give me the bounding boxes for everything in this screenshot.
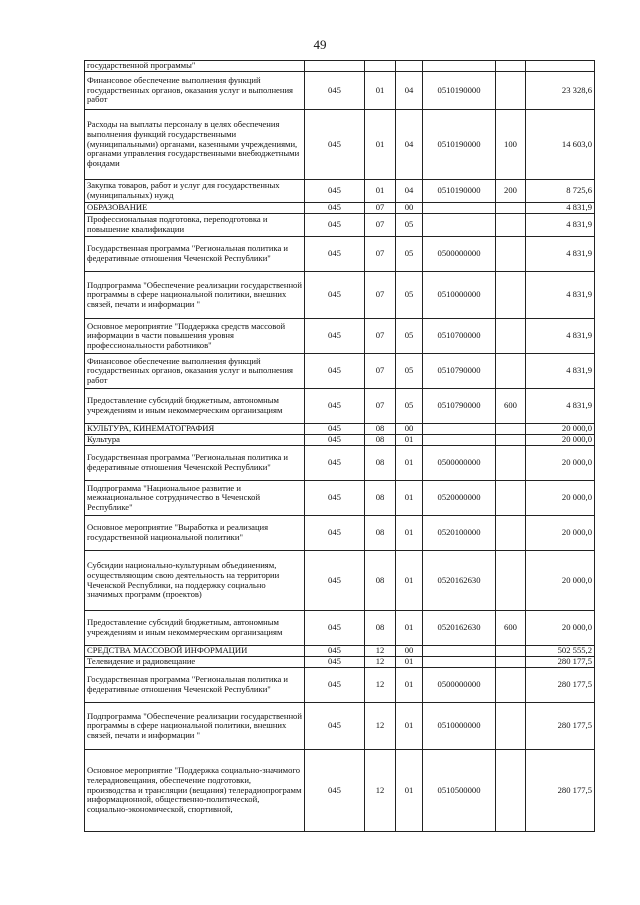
subsection-code-cell: 01 [396,703,423,750]
expense-type-cell: 200 [496,180,526,203]
target-article-cell: 0500000000 [423,446,496,481]
amount-cell: 14 603,0 [526,110,595,180]
target-article-cell: 0500000000 [423,668,496,703]
section-code-cell: 07 [365,389,396,424]
subsection-code-cell: 05 [396,319,423,354]
expense-type-cell [496,424,526,435]
expense-type-cell [496,319,526,354]
subsection-code-cell: 01 [396,516,423,551]
row-name-cell: Основное мероприятие "Поддержка социально-значимого телерадиовещания, обеспечение подготовки, производства и трансляции (вещания) телерадиопрограмм информационной, общественно-политической, социально-экономической, спортивной, [85,750,305,832]
table-row [85,354,595,389]
table-row [85,389,595,424]
table-row [85,703,595,750]
section-code-cell: 12 [365,646,396,657]
row-name-cell: Государственная программа "Региональная политика и федеративные отношения Чеченской Республики" [85,237,305,272]
grbs-code-cell: 045 [305,237,365,272]
target-article-cell [423,424,496,435]
subsection-code-cell: 05 [396,237,423,272]
section-code-cell: 01 [365,180,396,203]
table-row [85,657,595,668]
amount-cell: 280 177,5 [526,703,595,750]
expense-type-cell [496,435,526,446]
target-article-cell: 0520162630 [423,551,496,611]
section-code-cell: 08 [365,424,396,435]
target-article-cell [423,214,496,237]
amount-cell: 23 328,6 [526,72,595,110]
amount-cell: 20 000,0 [526,551,595,611]
grbs-code-cell: 045 [305,180,365,203]
section-code-cell: 01 [365,110,396,180]
amount-cell: 20 000,0 [526,424,595,435]
row-name-cell: Культура [85,435,305,446]
row-name-cell: Предоставление субсидий бюджетным, автономным учреждениям и иным некоммерческим организациям [85,389,305,424]
grbs-code-cell: 045 [305,354,365,389]
expense-type-cell [496,551,526,611]
grbs-code-cell: 045 [305,272,365,319]
table-row [85,72,595,110]
row-name-cell: Подпрограмма "Национальное развитие и межнациональное сотрудничество в Чеченской Республике" [85,481,305,516]
section-code-cell: 07 [365,272,396,319]
section-code-cell: 07 [365,354,396,389]
grbs-code-cell: 045 [305,657,365,668]
grbs-code-cell: 045 [305,435,365,446]
expense-type-cell: 100 [496,110,526,180]
grbs-code-cell: 045 [305,516,365,551]
amount-cell: 280 177,5 [526,750,595,832]
grbs-code-cell: 045 [305,72,365,110]
table-row [85,237,595,272]
table-row [85,481,595,516]
grbs-code-cell: 045 [305,551,365,611]
grbs-code-cell: 045 [305,110,365,180]
grbs-code-cell: 045 [305,214,365,237]
target-article-cell: 0510000000 [423,272,496,319]
grbs-code-cell: 045 [305,750,365,832]
grbs-code-cell: 045 [305,646,365,657]
subsection-code-cell: 01 [396,611,423,646]
row-name-cell: Подпрограмма "Обеспечение реализации государственной программы в сфере национальной политики, внешних связей, печати и информации " [85,703,305,750]
section-code-cell: 07 [365,237,396,272]
row-name-cell: Телевидение и радиовещание [85,657,305,668]
subsection-code-cell: 01 [396,481,423,516]
section-code-cell: 08 [365,446,396,481]
subsection-code-cell: 04 [396,72,423,110]
target-article-cell: 0520000000 [423,481,496,516]
section-code-cell: 08 [365,551,396,611]
row-name-cell: Закупка товаров, работ и услуг для государственных (муниципальных) нужд [85,180,305,203]
row-name-cell: Финансовое обеспечение выполнения функций государственных органов, оказания услуг и выполнения работ [85,72,305,110]
table-row [85,551,595,611]
expense-type-cell [496,214,526,237]
amount-cell: 4 831,9 [526,237,595,272]
row-name-cell: Государственная программа "Региональная политика и федеративные отношения Чеченской Республики" [85,668,305,703]
table-row [85,750,595,832]
subsection-code-cell: 01 [396,551,423,611]
subsection-code-cell: 01 [396,435,423,446]
section-code-cell: 12 [365,668,396,703]
amount-cell: 20 000,0 [526,481,595,516]
table-row [85,646,595,657]
target-article-cell: 0510790000 [423,389,496,424]
grbs-code-cell: 045 [305,424,365,435]
amount-cell: 4 831,9 [526,272,595,319]
subsection-code-cell [396,61,423,72]
target-article-cell [423,435,496,446]
target-article-cell: 0500000000 [423,237,496,272]
target-article-cell: 0520100000 [423,516,496,551]
target-article-cell: 0510190000 [423,180,496,203]
table-row [85,424,595,435]
table-row [85,203,595,214]
grbs-code-cell: 045 [305,703,365,750]
expense-type-cell [496,237,526,272]
table-row [85,516,595,551]
target-article-cell: 0510190000 [423,72,496,110]
expense-type-cell [496,354,526,389]
row-name-cell: КУЛЬТУРА, КИНЕМАТОГРАФИЯ [85,424,305,435]
row-name-cell: Подпрограмма "Обеспечение реализации государственной программы в сфере национальной политики, внешних связей, печати и информации " [85,272,305,319]
amount-cell: 280 177,5 [526,668,595,703]
subsection-code-cell: 00 [396,646,423,657]
target-article-cell: 0510790000 [423,354,496,389]
subsection-code-cell: 01 [396,750,423,832]
amount-cell: 4 831,9 [526,389,595,424]
grbs-code-cell [305,61,365,72]
subsection-code-cell: 05 [396,354,423,389]
row-name-cell: Основное мероприятие "Выработка и реализация государственной национальной политики" [85,516,305,551]
row-name-cell: Расходы на выплаты персоналу в целях обеспечения выполнения функций государственными (муниципальными) органами, казенными учреждениями, органами управления государственными внебюджетными фондами [85,110,305,180]
table-row [85,272,595,319]
table-row [85,180,595,203]
budget-table [84,60,595,832]
target-article-cell: 0520162630 [423,611,496,646]
amount-cell: 20 000,0 [526,446,595,481]
table-row [85,611,595,646]
row-name-cell: Государственная программа "Региональная политика и федеративные отношения Чеченской Республики" [85,446,305,481]
row-name-cell: СРЕДСТВА МАССОВОЙ ИНФОРМАЦИИ [85,646,305,657]
row-name-cell: Предоставление субсидий бюджетным, автономным учреждениям и иным некоммерческим организациям [85,611,305,646]
expense-type-cell [496,481,526,516]
expense-type-cell [496,272,526,319]
table-row [85,668,595,703]
expense-type-cell [496,516,526,551]
section-code-cell: 07 [365,319,396,354]
expense-type-cell [496,72,526,110]
table-row [85,435,595,446]
subsection-code-cell: 05 [396,272,423,319]
table-row [85,319,595,354]
amount-cell: 502 555,2 [526,646,595,657]
row-name-cell: государственной программы" [85,61,305,72]
table-row [85,110,595,180]
section-code-cell: 01 [365,72,396,110]
target-article-cell [423,646,496,657]
target-article-cell: 0510000000 [423,703,496,750]
subsection-code-cell: 01 [396,446,423,481]
row-name-cell: ОБРАЗОВАНИЕ [85,203,305,214]
subsection-code-cell: 05 [396,214,423,237]
expense-type-cell [496,446,526,481]
section-code-cell: 08 [365,435,396,446]
expense-type-cell [496,203,526,214]
page-number: 49 [313,37,327,52]
target-article-cell: 0510190000 [423,110,496,180]
target-article-cell [423,657,496,668]
target-article-cell [423,203,496,214]
subsection-code-cell: 04 [396,110,423,180]
amount-cell: 4 831,9 [526,214,595,237]
table-row [85,446,595,481]
amount-cell [526,61,595,72]
expense-type-cell: 600 [496,389,526,424]
expense-type-cell [496,750,526,832]
row-name-cell: Основное мероприятие "Поддержка средств массовой информации в части повышения уровня профессиональности работников" [85,319,305,354]
section-code-cell: 12 [365,703,396,750]
row-name-cell: Финансовое обеспечение выполнения функций государственных органов, оказания услуг и выполнения работ [85,354,305,389]
expense-type-cell: 600 [496,611,526,646]
amount-cell: 4 831,9 [526,354,595,389]
section-code-cell: 07 [365,203,396,214]
amount-cell: 4 831,9 [526,203,595,214]
grbs-code-cell: 045 [305,389,365,424]
table-row [85,214,595,237]
section-code-cell: 07 [365,214,396,237]
section-code-cell [365,61,396,72]
grbs-code-cell: 045 [305,481,365,516]
subsection-code-cell: 05 [396,389,423,424]
amount-cell: 280 177,5 [526,657,595,668]
amount-cell: 20 000,0 [526,435,595,446]
table-row [85,61,595,72]
expense-type-cell [496,61,526,72]
amount-cell: 8 725,6 [526,180,595,203]
section-code-cell: 08 [365,516,396,551]
subsection-code-cell: 04 [396,180,423,203]
row-name-cell: Профессиональная подготовка, переподготовка и повышение квалификации [85,214,305,237]
subsection-code-cell: 01 [396,657,423,668]
section-code-cell: 08 [365,481,396,516]
expense-type-cell [496,657,526,668]
row-name-cell: Субсидии национально-культурным объединениям, осуществляющим свою деятельность на территории Чеченской Республики, на поддержку социально значимых программ (проектов) [85,551,305,611]
grbs-code-cell: 045 [305,668,365,703]
grbs-code-cell: 045 [305,319,365,354]
subsection-code-cell: 00 [396,203,423,214]
grbs-code-cell: 045 [305,446,365,481]
expense-type-cell [496,703,526,750]
subsection-code-cell: 00 [396,424,423,435]
grbs-code-cell: 045 [305,203,365,214]
budget-table-body [85,61,595,832]
amount-cell: 20 000,0 [526,611,595,646]
target-article-cell: 0510700000 [423,319,496,354]
amount-cell: 20 000,0 [526,516,595,551]
subsection-code-cell: 01 [396,668,423,703]
section-code-cell: 12 [365,750,396,832]
expense-type-cell [496,668,526,703]
grbs-code-cell: 045 [305,611,365,646]
section-code-cell: 08 [365,611,396,646]
amount-cell: 4 831,9 [526,319,595,354]
section-code-cell: 12 [365,657,396,668]
expense-type-cell [496,646,526,657]
target-article-cell [423,61,496,72]
target-article-cell: 0510500000 [423,750,496,832]
